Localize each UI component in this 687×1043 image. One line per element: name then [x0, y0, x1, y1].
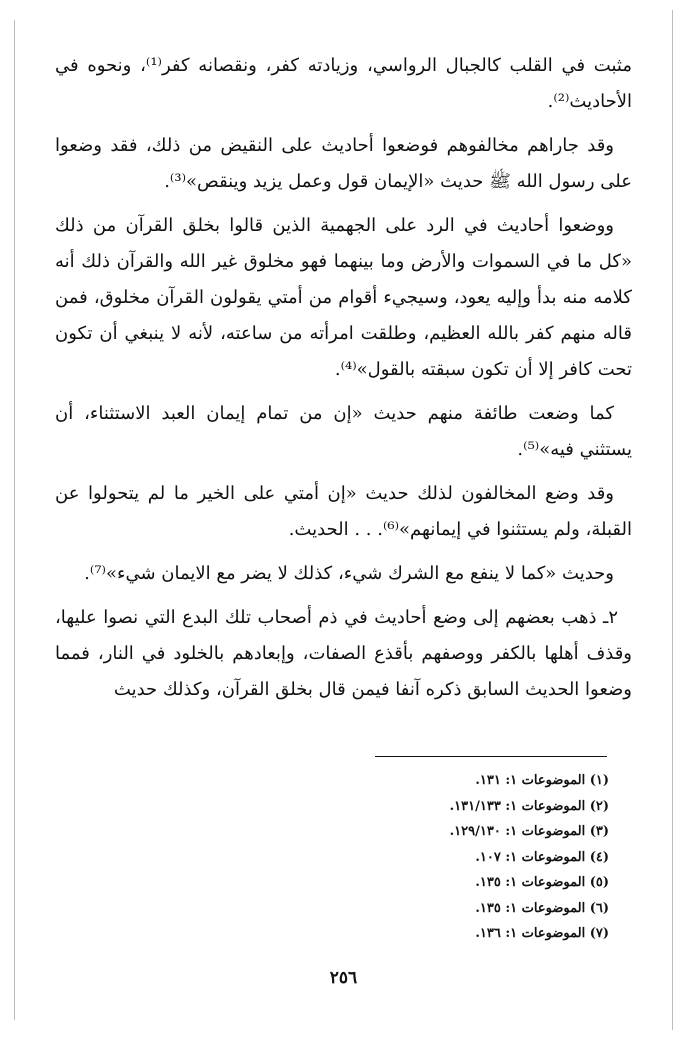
paragraph: وحديث «كما لا ينفع مع الشرك شيء، كذلك لا يضر مع الايمان شيء»⁽⁷⁾.	[84, 563, 614, 584]
page-number: ٢٥٦	[329, 968, 358, 988]
paragraph: مثبت في القلب كالجبال الرواسي، وزيادته كفر، ونقصانه كفر⁽¹⁾، ونحوه في الأحاديث⁽²⁾.	[55, 55, 632, 112]
footnote: (٥) الموضوعات ١: ١٣٥.	[475, 875, 609, 890]
paragraph: ٢ـ ذهب بعضهم إلى وضع أحاديث في ذم أصحاب تلك البدع التي نصوا عليها، وقذف أهلها بالكفر ووصفهم بأقذع الصفات، وإبعادهم بالخلود في النار، فمما وضعوا الحديث السابق ذكره آنفا فيمن قال بخلق القرآن، وكذلك حديث	[55, 607, 632, 700]
footnote: (٢) الموضوعات ١: ١٣١/١٣٣.	[449, 798, 609, 814]
footnote: (٧) الموضوعات ١: ١٣٦.	[475, 926, 609, 941]
footnote: (٣) الموضوعات ١: ١٢٩/١٣٠.	[449, 824, 609, 839]
footnote: (٤) الموضوعات ١: ١٠٧.	[475, 849, 609, 865]
footnote: (١) الموضوعات ١: ١٣١.	[475, 773, 609, 788]
footnote-separator	[375, 756, 607, 757]
main-text	[55, 48, 632, 716]
footnotes	[309, 768, 609, 947]
footnote: (٦) الموضوعات ١: ١٣٥.	[475, 900, 609, 916]
paragraph: وقد وضع المخالفون لذلك حديث «إن أمتي على الخير ما لم يتحولوا عن القبلة، ولم يستثنوا في إيمانهم»⁽⁶⁾. . . الحديث.	[55, 483, 632, 540]
paragraph: كما وضعت طائفة منهم حديث «إن من تمام إيمان العبد الاستثناء، أن يستثني فيه»⁽⁵⁾.	[55, 403, 632, 460]
scan-artifact-line	[672, 10, 673, 1030]
paragraph: ووضعوا أحاديث في الرد على الجهمية الذين قالوا بخلق القرآن من ذلك «كل ما في السموات والأرض وما بينهما فهو مخلوق غير الله والقرآن ذلك أنه كلامه منه بدأ وإليه يعود، وسيجيء أقوام من أمتي يقولون القرآن مخلوق، فمن قاله منهم كفر بالله العظيم، وطلقت امرأته من ساعته، لأنه لا ينبغي أن تكون تحت كافر إلا أن تكون سبقته بالقول»⁽⁴⁾.	[55, 215, 632, 380]
paragraph: وقد جاراهم مخالفوهم فوضعوا أحاديث على النقيض من ذلك، فقد وضعوا على رسول الله ﷺ حديث «الإيمان قول وعمل يزيد وينقص»⁽³⁾.	[55, 135, 632, 192]
scan-artifact-line	[14, 20, 15, 1020]
